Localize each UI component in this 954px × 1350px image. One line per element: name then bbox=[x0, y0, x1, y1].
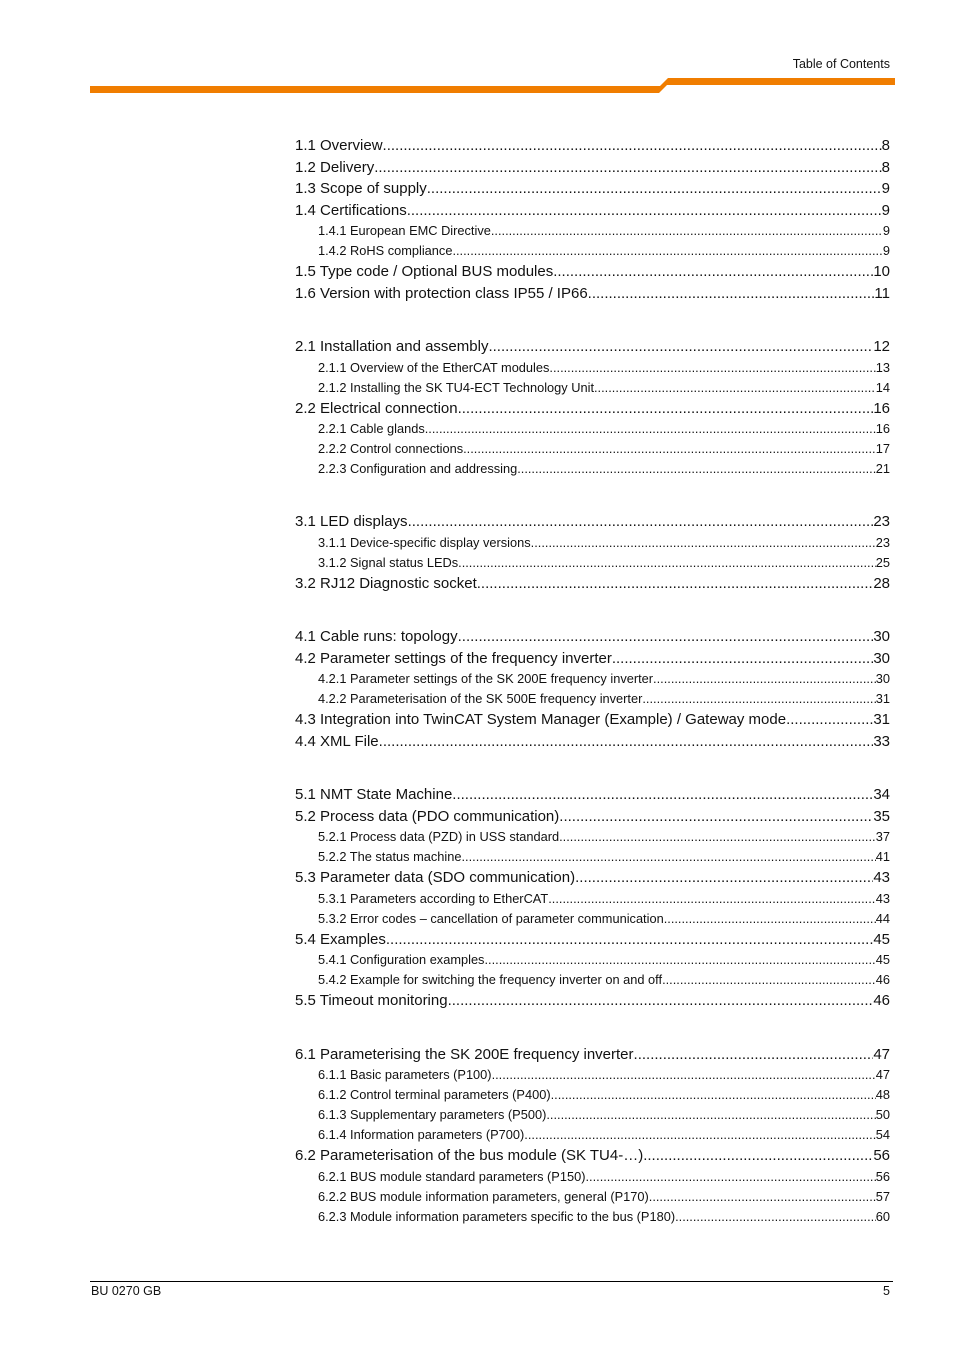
page-header-title: Table of Contents bbox=[792, 57, 890, 71]
toc-entry-title: 1.5 Type code / Optional BUS modules bbox=[295, 263, 554, 280]
toc-entry-title: 2.1.1 Overview of the EtherCAT modules bbox=[318, 359, 550, 375]
toc-entry-page: 23 bbox=[873, 513, 890, 530]
toc-entry-page: 30 bbox=[873, 649, 890, 667]
toc-entry-subsection[interactable] bbox=[295, 553, 890, 573]
toc-entry-section[interactable] bbox=[295, 626, 890, 648]
toc-entry-page: 16 bbox=[875, 421, 890, 436]
toc-dot-leader bbox=[605, 378, 876, 398]
toc-entry-title: 4.2 Parameter settings of the frequency inverter bbox=[295, 649, 612, 667]
toc-entry-title: 4.2.1 Parameter settings of the SK 200E frequency inverter bbox=[318, 671, 654, 686]
toc-entry-page: 17 bbox=[875, 441, 890, 456]
toc-dot-leader bbox=[374, 157, 881, 179]
toc-entry-page: 60 bbox=[875, 1208, 890, 1224]
toc-entry-subsection[interactable] bbox=[295, 847, 890, 867]
toc-dot-leader bbox=[452, 784, 873, 806]
toc-entry-page: 13 bbox=[875, 359, 890, 375]
toc-dot-leader bbox=[551, 1085, 876, 1105]
toc-entry-title: 3.1.1 Device-specific display versions bbox=[318, 534, 531, 550]
toc-entry-subsection[interactable] bbox=[295, 1207, 890, 1227]
toc-entry-title: 4.1 Cable runs: topology bbox=[295, 628, 458, 645]
toc-chapter-group bbox=[295, 336, 890, 479]
toc-entry-subsection[interactable] bbox=[295, 909, 890, 929]
toc-entry-title: 4.4 XML File bbox=[295, 732, 379, 750]
toc-entry-title: 2.2.3 Configuration and addressing bbox=[318, 461, 518, 476]
toc-entry-page: 9 bbox=[882, 243, 890, 258]
toc-entry-title: 4.2.2 Parameterisation of the SK 500E frequency inverter bbox=[318, 691, 643, 706]
toc-entry-title: 3.2 RJ12 Diagnostic socket bbox=[295, 574, 477, 592]
toc-entry-page: 16 bbox=[873, 399, 890, 417]
toc-entry-page: 31 bbox=[875, 691, 890, 706]
toc-entry-title: 5.1 NMT State Machine bbox=[295, 786, 453, 803]
toc-dot-leader bbox=[407, 200, 882, 222]
toc-entry-page: 35 bbox=[873, 807, 890, 825]
toc-entry-page: 47 bbox=[875, 1067, 890, 1082]
toc-entry-section[interactable] bbox=[295, 709, 890, 731]
toc-entry-subsection[interactable] bbox=[295, 1065, 890, 1085]
toc-dot-leader bbox=[458, 398, 874, 420]
toc-dot-leader bbox=[585, 1167, 875, 1187]
toc-dot-leader bbox=[642, 689, 875, 709]
toc-entry-title: 2.2.2 Control connections bbox=[318, 441, 464, 456]
toc-dot-leader bbox=[383, 135, 882, 157]
toc-entry-page: 50 bbox=[875, 1107, 890, 1122]
toc-entry-subsection[interactable] bbox=[295, 1105, 890, 1125]
toc-entry-subsection[interactable] bbox=[295, 950, 890, 970]
toc-entry-title: 6.1.2 Control terminal parameters (P400) bbox=[318, 1087, 551, 1102]
toc-entry-title: 5.2 Process data (PDO communication) bbox=[295, 807, 560, 825]
toc-entry-page: 46 bbox=[875, 972, 890, 987]
toc-dot-leader bbox=[643, 1145, 873, 1167]
toc-entry-section[interactable] bbox=[295, 573, 890, 595]
toc-dot-leader bbox=[653, 669, 876, 689]
toc-entry-section[interactable] bbox=[295, 990, 890, 1012]
toc-entry-page: 23 bbox=[875, 534, 890, 550]
toc-dot-leader bbox=[425, 419, 876, 439]
toc-entry-subsection[interactable] bbox=[295, 378, 890, 398]
toc-entry-section[interactable] bbox=[295, 1044, 890, 1066]
toc-entry-section[interactable] bbox=[295, 157, 890, 179]
footer-page-number: 5 bbox=[883, 1284, 890, 1298]
toc-entry-title: 1.3 Scope of supply bbox=[295, 180, 427, 197]
toc-entry-title: 6.2.3 Module information parameters specific to the bus (P180) bbox=[318, 1208, 676, 1224]
toc-entry-title: 5.4 Examples bbox=[295, 930, 386, 948]
toc-entry-section[interactable] bbox=[295, 731, 890, 753]
toc-dot-leader bbox=[546, 1105, 875, 1125]
toc-entry-title: 6.1.4 Information parameters (P700) bbox=[318, 1127, 525, 1142]
toc-dot-leader bbox=[458, 553, 876, 573]
toc-dot-leader bbox=[492, 1065, 876, 1085]
toc-entry-section[interactable] bbox=[295, 178, 890, 200]
toc-chapter-group bbox=[295, 511, 890, 594]
toc-dot-leader bbox=[517, 459, 876, 479]
toc-entry-page: 54 bbox=[875, 1127, 890, 1142]
toc-entry-subsection[interactable] bbox=[295, 669, 890, 689]
toc-entry-page: 45 bbox=[873, 930, 890, 948]
toc-dot-leader bbox=[408, 511, 874, 533]
toc-dot-leader bbox=[612, 648, 873, 670]
toc-entry-page: 43 bbox=[873, 869, 890, 886]
toc-dot-leader bbox=[634, 1044, 874, 1066]
toc-entry-subsection[interactable] bbox=[295, 689, 890, 709]
toc-entry-title: 6.1 Parameterising the SK 200E frequency inverter bbox=[295, 1045, 634, 1063]
toc-entry-page: 28 bbox=[873, 574, 890, 592]
toc-entry-section[interactable] bbox=[295, 261, 890, 283]
toc-dot-leader bbox=[427, 178, 882, 200]
toc-entry-page: 34 bbox=[873, 786, 890, 803]
toc-dot-leader bbox=[488, 336, 873, 358]
toc-entry-page: 12 bbox=[873, 338, 890, 355]
toc-dot-leader bbox=[559, 827, 876, 847]
toc-dot-leader bbox=[524, 1125, 875, 1145]
toc-entry-subsection[interactable] bbox=[295, 533, 890, 553]
toc-entry-page: 45 bbox=[875, 952, 890, 967]
toc-entry-title: 1.4 Certifications bbox=[295, 201, 407, 219]
toc-entry-title: 2.2 Electrical connection bbox=[295, 399, 458, 417]
toc-entry-page: 14 bbox=[875, 379, 890, 395]
toc-entry-title: 5.3.2 Error codes – cancellation of parameter communication bbox=[318, 910, 664, 926]
toc-entry-title: 2.1.2 Installing the SK TU4-ECT Technology Unit... bbox=[318, 379, 605, 395]
toc-entry-section[interactable] bbox=[295, 283, 890, 305]
toc-dot-leader bbox=[531, 533, 876, 553]
toc-entry-section[interactable] bbox=[295, 784, 890, 806]
toc-entry-page: 31 bbox=[873, 711, 890, 728]
toc-entry-title: 2.1 Installation and assembly bbox=[295, 338, 489, 355]
toc-dot-leader bbox=[461, 847, 875, 867]
toc-dot-leader bbox=[553, 261, 873, 283]
toc-entry-subsection[interactable] bbox=[295, 1167, 890, 1187]
toc-dot-leader bbox=[463, 439, 876, 459]
header-orange-bar bbox=[90, 78, 895, 96]
toc-entry-title: 5.4.1 Configuration examples bbox=[318, 952, 485, 967]
toc-entry-section[interactable] bbox=[295, 511, 890, 533]
toc-entry-title: 1.2 Delivery bbox=[295, 158, 375, 176]
toc-entry-page: 44 bbox=[875, 910, 890, 926]
toc-entry-title: 1.1 Overview bbox=[295, 137, 383, 154]
toc-entry-page: 37 bbox=[875, 829, 890, 844]
toc-dot-leader bbox=[649, 1187, 876, 1207]
toc-entry-page: 10 bbox=[873, 263, 890, 280]
toc-entry-page: 30 bbox=[873, 628, 890, 645]
toc-entry-page: 30 bbox=[875, 671, 890, 686]
toc-entry-title: 6.1.3 Supplementary parameters (P500) bbox=[318, 1107, 547, 1122]
toc-entry-title: 6.2.1 BUS module standard parameters (P150) bbox=[318, 1168, 586, 1184]
toc-dot-leader bbox=[452, 241, 882, 261]
toc-entry-subsection[interactable] bbox=[295, 970, 890, 990]
toc-dot-leader bbox=[549, 358, 875, 378]
toc-entry-page: 48 bbox=[875, 1087, 890, 1102]
toc-chapter-group bbox=[295, 784, 890, 1012]
toc-entry-title: 5.2.2 The status machine bbox=[318, 849, 462, 864]
toc-dot-leader bbox=[386, 929, 873, 951]
toc-entry-subsection[interactable] bbox=[295, 221, 890, 241]
toc-entry-section[interactable] bbox=[295, 200, 890, 222]
toc-entry-subsection[interactable] bbox=[295, 459, 890, 479]
toc-chapter-group bbox=[295, 135, 890, 304]
toc-entry-subsection[interactable] bbox=[295, 358, 890, 378]
toc-entry-section[interactable] bbox=[295, 929, 890, 951]
toc-dot-leader bbox=[675, 1207, 876, 1227]
toc-dot-leader bbox=[664, 909, 876, 929]
toc-entry-subsection[interactable] bbox=[295, 1125, 890, 1145]
toc-dot-leader bbox=[662, 970, 876, 990]
toc-entry-section[interactable] bbox=[295, 135, 890, 157]
toc-entry-title: 5.3 Parameter data (SDO communication) bbox=[295, 869, 576, 886]
toc-entry-page: 9 bbox=[882, 223, 890, 238]
toc-entry-subsection[interactable] bbox=[295, 419, 890, 439]
toc-entry-title: 5.2.1 Process data (PZD) in USS standard bbox=[318, 829, 560, 844]
toc-entry-title: 5.3.1 Parameters according to EtherCAT bbox=[318, 890, 549, 906]
toc-entry-page: 11 bbox=[874, 284, 890, 302]
toc-entry-page: 21 bbox=[875, 461, 890, 476]
toc-entry-section[interactable] bbox=[295, 398, 890, 420]
toc-entry-title: 1.4.2 RoHS compliance bbox=[318, 243, 453, 258]
toc-entry-title: 3.1.2 Signal status LEDs bbox=[318, 554, 459, 570]
toc-entry-title: 3.1 LED displays bbox=[295, 513, 408, 530]
toc-dot-leader bbox=[548, 889, 876, 909]
toc-entry-section[interactable] bbox=[295, 336, 890, 358]
table-of-contents bbox=[295, 135, 890, 1259]
toc-entry-page: 47 bbox=[873, 1045, 890, 1063]
toc-entry-section[interactable] bbox=[295, 806, 890, 828]
toc-chapter-group bbox=[295, 626, 890, 752]
toc-dot-leader bbox=[448, 990, 874, 1012]
toc-entry-title: 1.6 Version with protection class IP55 / IP66 bbox=[295, 284, 588, 302]
footer-divider bbox=[90, 1281, 893, 1282]
toc-dot-leader bbox=[458, 626, 874, 648]
toc-entry-page: 8 bbox=[881, 137, 890, 154]
toc-entry-title: 6.2.2 BUS module information parameters, general (P170) bbox=[318, 1188, 649, 1204]
toc-entry-page: 46 bbox=[873, 992, 890, 1009]
toc-entry-page: 57 bbox=[875, 1188, 890, 1204]
toc-dot-leader bbox=[484, 950, 875, 970]
toc-entry-page: 41 bbox=[875, 849, 890, 864]
toc-dot-leader bbox=[575, 867, 873, 889]
toc-entry-section[interactable] bbox=[295, 648, 890, 670]
footer-doc-id: BU 0270 GB bbox=[91, 1284, 162, 1298]
toc-entry-page: 25 bbox=[875, 554, 890, 570]
toc-entry-title: 2.2.1 Cable glands bbox=[318, 421, 425, 436]
toc-entry-page: 33 bbox=[873, 732, 890, 750]
toc-entry-page: 43 bbox=[875, 890, 890, 906]
toc-entry-title: 6.2 Parameterisation of the bus module (SK TU4-…) bbox=[295, 1147, 644, 1164]
toc-chapter-group bbox=[295, 1044, 890, 1227]
toc-dot-leader bbox=[559, 806, 873, 828]
toc-dot-leader bbox=[379, 731, 874, 753]
toc-entry-subsection[interactable] bbox=[295, 1187, 890, 1207]
toc-entry-subsection[interactable] bbox=[295, 889, 890, 909]
toc-dot-leader bbox=[588, 283, 875, 305]
toc-entry-subsection[interactable] bbox=[295, 1085, 890, 1105]
toc-entry-section[interactable] bbox=[295, 867, 890, 889]
toc-entry-title: 4.3 Integration into TwinCAT System Manager (Example) / Gateway mode bbox=[295, 711, 787, 728]
toc-entry-title: 5.4.2 Example for switching the frequency inverter on and off bbox=[318, 972, 663, 987]
toc-dot-leader bbox=[477, 573, 874, 595]
toc-entry-page: 56 bbox=[873, 1147, 890, 1164]
toc-dot-leader bbox=[786, 709, 873, 731]
toc-entry-section[interactable] bbox=[295, 1145, 890, 1167]
toc-entry-subsection[interactable] bbox=[295, 827, 890, 847]
toc-entry-page: 8 bbox=[881, 158, 890, 176]
toc-entry-title: 6.1.1 Basic parameters (P100) bbox=[318, 1067, 492, 1082]
toc-entry-subsection[interactable] bbox=[295, 439, 890, 459]
toc-entry-page: 56 bbox=[875, 1168, 890, 1184]
toc-entry-page: 9 bbox=[881, 180, 890, 197]
toc-entry-subsection[interactable] bbox=[295, 241, 890, 261]
toc-entry-page: 9 bbox=[881, 201, 890, 219]
toc-dot-leader bbox=[491, 221, 883, 241]
toc-entry-title: 1.4.1 European EMC Directive bbox=[318, 223, 491, 238]
toc-entry-title: 5.5 Timeout monitoring bbox=[295, 992, 448, 1009]
